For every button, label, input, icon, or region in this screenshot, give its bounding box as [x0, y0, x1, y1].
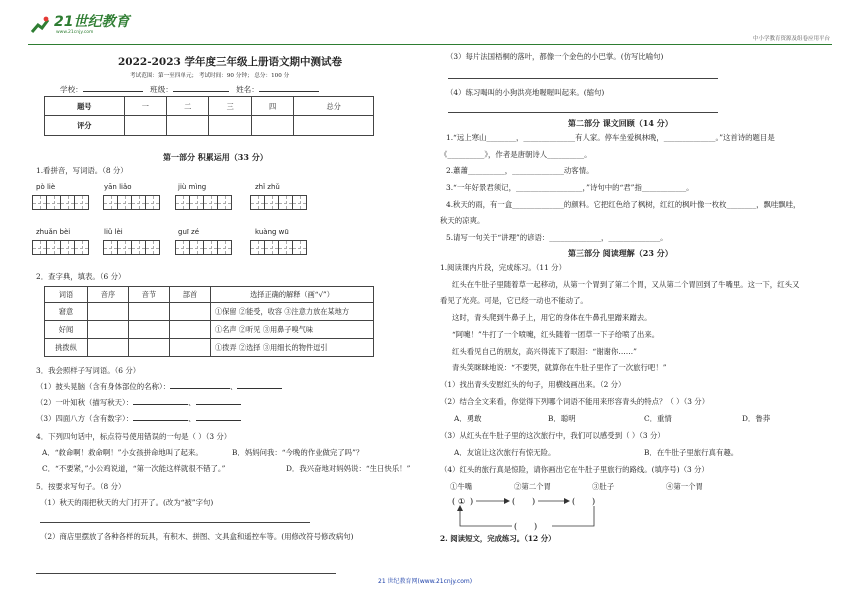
logo: [28, 14, 130, 36]
exam-title: 2022-2023 学年度三年级上册语文期中测试卷: [118, 56, 342, 68]
passage-line: 红头在牛肚子里随着草一起移动，从第一个胃到了第二个胃，又从第二个胃回到了牛嘴里。这一下，红头又: [452, 280, 800, 289]
reading-q2: （2）结合全文来看，你觉得下列哪个词语不能用来形容青头的特点？（ ）（3 分）: [440, 397, 710, 406]
svg-text:(: (: [572, 497, 576, 506]
svg-text:(: (: [452, 497, 456, 506]
q5-1-text: （1）秋天的雨把秋天的大门打开了。(改为“被”字句): [40, 498, 214, 507]
dict-cell[interactable]: [129, 339, 170, 357]
name-label: 姓名：: [236, 85, 259, 94]
char-grid[interactable]: [32, 240, 88, 255]
char-grid[interactable]: [103, 195, 159, 210]
pinyin-label: kuàng wū: [255, 228, 289, 236]
reading-q4: （4）红头的旅行真是惊险，请你画出它在牛肚子里旅行的路线。(填序号)（3 分）: [440, 465, 709, 474]
pinyin-label: yān liǎo: [104, 183, 132, 191]
score-header: 总分: [294, 97, 374, 116]
pinyin-label: liǔ lèi: [104, 228, 123, 236]
svg-text:(: (: [512, 497, 516, 506]
header-rule: [28, 44, 832, 45]
pinyin-label: zhuǎn bèi: [36, 228, 71, 236]
q3-text: 3．我会照样子写词语。（6 分）: [36, 366, 141, 375]
dict-options: [211, 303, 374, 321]
q4-option-a[interactable]: A．“救命啊！救命啊！”小女孩拼命地叫了起来。: [42, 448, 203, 457]
score-cell[interactable]: [294, 116, 374, 136]
pinyin-label: guī zé: [178, 228, 200, 236]
dict-cell[interactable]: [170, 321, 211, 339]
recall-4: 4.秋天的雨，有一盒______________的颜料。它把红色给了枫树，红红的枫叶像一枚枚________，飘哇飘哇，: [446, 200, 801, 209]
recall-3: 3.“一年好景君须记，__________________，”诗句中的“君”指____________。: [446, 183, 694, 192]
dict-word: 好闻: [45, 321, 88, 339]
score-cell[interactable]: [167, 116, 209, 136]
dict-header: 词语: [45, 287, 88, 303]
option[interactable]: ①保留: [215, 307, 237, 316]
passage-line: 青头笑眯眯地说：“不要哭，就算你在牛肚子里作了一次旅行吧！”: [452, 363, 667, 372]
dict-header: 部首: [170, 287, 211, 303]
logo-subtext: www.21cnjy.com: [56, 30, 94, 35]
footer-rule: [36, 573, 336, 574]
reading-q3: （3）从红头在牛肚子里的这次旅行中，我们可以感受到（ ）（3 分）: [440, 431, 665, 440]
char-grid[interactable]: [103, 240, 159, 255]
dict-cell[interactable]: [129, 321, 170, 339]
rq2-option-b[interactable]: B．聪明: [548, 414, 576, 423]
q4-text: 4．下列四句话中，标点符号使用错误的一句是（ ）（3 分）: [36, 432, 232, 441]
rq2-option-a[interactable]: A．勇敢: [454, 414, 482, 423]
score-header: 一: [124, 97, 166, 116]
route-diagram: [444, 494, 634, 534]
option[interactable]: ②能受，收容: [238, 307, 283, 316]
school-field[interactable]: [83, 91, 143, 92]
score-cell[interactable]: [209, 116, 251, 136]
dict-cell[interactable]: [88, 321, 129, 339]
q5-3-text: （3）每片法国梧桐的落叶，都像一个金色的小巴掌。(仿写比喻句): [446, 52, 664, 61]
answer-line[interactable]: [40, 522, 310, 523]
char-grid[interactable]: [175, 240, 231, 255]
option[interactable]: ①名声: [215, 325, 237, 334]
char-grid[interactable]: [250, 240, 306, 255]
route-first: ①: [458, 497, 466, 506]
q1-text: 1.看拼音，写词语。（8 分）: [36, 166, 128, 175]
reading-2-title: 2. 阅读短文，完成练习。（12 分）: [440, 534, 556, 543]
exam-meta: 考试范围：第一至四单元； 考试时间：90 分钟； 总分：100 分: [130, 73, 290, 79]
platform-label: 中小学教育资源及组卷应用平台: [752, 36, 830, 42]
option[interactable]: ③用细长的物件逗引: [262, 343, 328, 352]
dict-header: 选择正确的解释（画“√”）: [211, 287, 374, 303]
rq3-option-b[interactable]: B．在牛肚子里旅行真有趣。: [644, 448, 739, 457]
rq2-option-d[interactable]: D．鲁莽: [742, 414, 771, 423]
passage-line: “阿嚏！”牛打了一个喷嚏，红头随着一团草一下子给喷了出来。: [452, 330, 660, 339]
student-info-row: [60, 85, 319, 94]
option[interactable]: ②选择: [238, 343, 261, 352]
class-field[interactable]: [173, 91, 229, 92]
dict-header: 音节: [129, 287, 170, 303]
pinyin-label: zhǐ zhǔ: [255, 183, 280, 191]
part1-title: 第一部分 积累运用（33 分）: [163, 152, 268, 162]
dictionary-table: [44, 286, 374, 357]
score-table: [44, 96, 374, 136]
passage-line: 这时，青头爬到牛鼻子上，用它的身体在牛鼻孔里蹭来蹭去。: [452, 313, 652, 322]
char-grid[interactable]: [250, 195, 306, 210]
passage-line: 红头看见自己的朋友，高兴得流下了眼泪：“谢谢你……”: [452, 347, 637, 356]
recall-1b: 《__________》，作者是唐朝诗人__________。: [440, 150, 592, 159]
option[interactable]: ②听见: [238, 325, 261, 334]
q4-option-d[interactable]: D．我兴奋地对妈妈说：“生日快乐！”: [286, 464, 411, 473]
rq2-option-c[interactable]: C．重情: [644, 414, 672, 423]
q3-item: （1）披头晃脑（含有身体部位的名称）： 、: [36, 382, 282, 391]
recall-1: 1.“远上寒山________，______________有人家。停车坐爱枫林晚，______________。”这首诗的题目是: [446, 133, 775, 142]
route-label: ②第二个胃: [514, 482, 551, 491]
route-label: ③肚子: [592, 482, 615, 491]
dict-cell[interactable]: [129, 303, 170, 321]
option[interactable]: ③用鼻子嗅气味: [262, 325, 314, 334]
score-row-label: 评分: [45, 116, 125, 136]
score-header: 二: [167, 97, 209, 116]
passage-line: 看见了光亮。可是，它已经一动也不能动了。: [440, 296, 588, 305]
dict-cell[interactable]: [88, 303, 129, 321]
q3-item: （3）四面八方（含有数字）： 、: [36, 414, 241, 423]
score-header: 四: [251, 97, 293, 116]
dict-word: 挑拨纵: [45, 339, 88, 357]
q3-item: （2）一叶知秋（描写秋天）： 、: [36, 398, 241, 407]
recall-5: 5.请写一句关于“讲理”的谚语：______________，______________。: [446, 233, 668, 242]
q2-text: 2．查字典，填表。（6 分）: [36, 272, 126, 281]
score-cell[interactable]: [124, 116, 166, 136]
rq3-option-a[interactable]: A．友谊让这次旅行有惊无险。: [454, 448, 556, 457]
recall-2: 2.蕭蕭__________，______________动客情。: [446, 166, 594, 175]
answer-line[interactable]: [448, 112, 718, 113]
score-cell[interactable]: [251, 116, 293, 136]
answer-line[interactable]: [448, 78, 718, 79]
dict-cell[interactable]: [170, 303, 211, 321]
svg-text:): ): [592, 497, 596, 506]
q5-2-text: （2）商店里摆放了各种各样的玩具，有积木、拼图、文具盒和遥控车等。(用修改符号修改病句): [40, 532, 354, 541]
footer-link[interactable]: 21 世纪教育网(www.21cnjy.com): [378, 578, 473, 585]
q4-option-c[interactable]: C．“不要紧，”小公鸡说道，“第一次能这样就很不错了。”: [42, 464, 226, 473]
route-label: ①牛嘴: [450, 482, 473, 491]
svg-text:): ): [470, 497, 474, 506]
dict-header: 音序: [88, 287, 129, 303]
route-label: ④第一个胃: [666, 482, 703, 491]
char-grid[interactable]: [175, 195, 231, 210]
runner-logo-icon: [28, 16, 54, 36]
q4-option-b[interactable]: B．妈妈问我：“今晚的作业做完了吗”？: [232, 448, 364, 457]
class-label: 班级：: [150, 85, 173, 94]
svg-text:): ): [532, 497, 536, 506]
dict-cell[interactable]: [88, 339, 129, 357]
part3-title: 第三部分 阅读理解（23 分）: [568, 248, 673, 258]
part2-title: 第二部分 课文回顾（14 分）: [568, 118, 673, 128]
q5-4-text: （4）练习喝叫的小狗洪亮地喔喔叫起来。(缩句): [446, 88, 605, 97]
q5-text: 5．按要求写句子。（8 分）: [36, 482, 126, 491]
score-header: 三: [209, 97, 251, 116]
logo-text: 21世纪教育: [54, 14, 130, 30]
pinyin-label: pò liè: [36, 183, 56, 191]
dict-options: [211, 321, 374, 339]
char-grid[interactable]: [32, 195, 88, 210]
dict-options: [211, 339, 374, 357]
school-label: 学校：: [60, 85, 83, 94]
dict-cell[interactable]: [170, 339, 211, 357]
option[interactable]: ①拨弄: [215, 343, 237, 352]
reading-q1: （1）找出青头安慰红头的句子，用横线画出来。（2 分）: [440, 380, 626, 389]
dict-word: 窘意: [45, 303, 88, 321]
option[interactable]: ③注意力放在某地方: [284, 307, 350, 316]
svg-text:(: (: [514, 522, 518, 531]
score-header: 题号: [45, 97, 125, 116]
svg-text:): ): [534, 522, 538, 531]
pinyin-label: jiù mìng: [178, 183, 207, 191]
reading-1-title: 1.阅读课内片段，完成练习。（11 分）: [440, 263, 566, 272]
recall-4b: 秋天的凉爽。: [440, 216, 485, 225]
name-field[interactable]: [259, 91, 319, 92]
